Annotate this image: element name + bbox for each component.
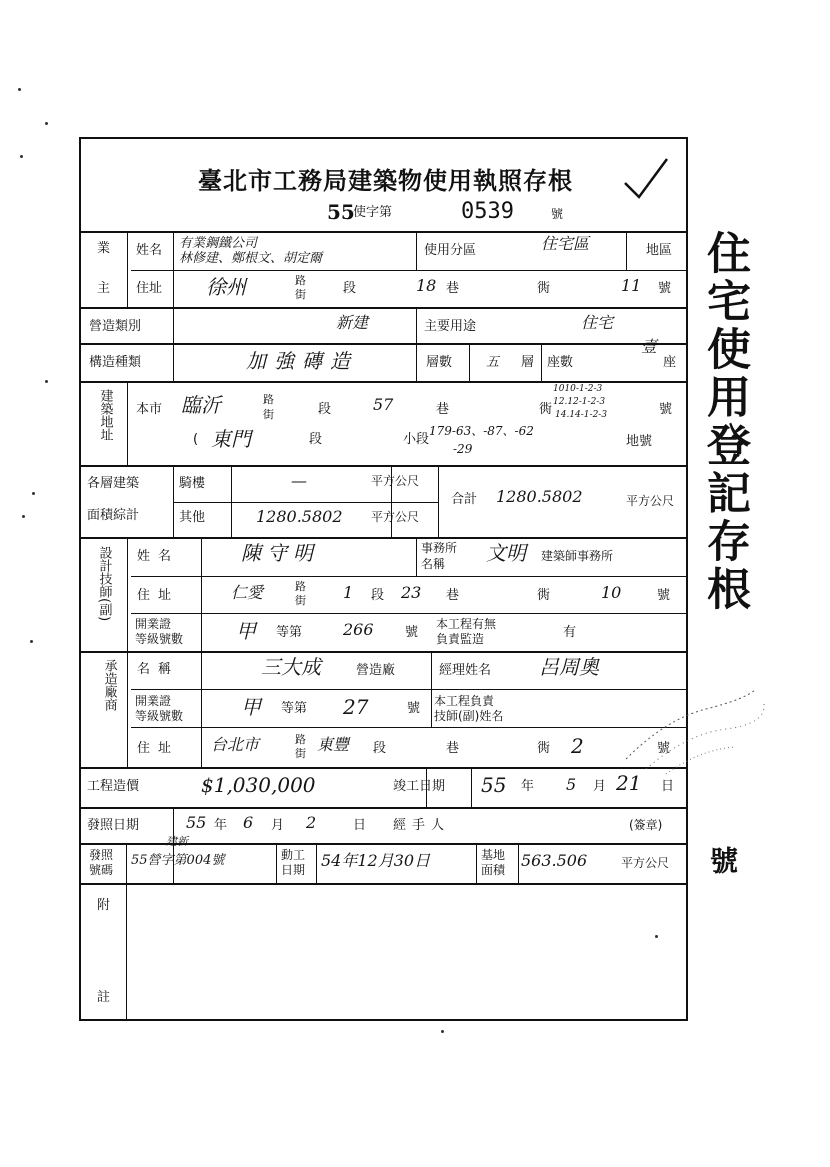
scan-speck <box>441 1030 444 1033</box>
total-area-value: 1280.5802 <box>496 487 583 506</box>
contractor-address-city: 台北市 <box>211 735 260 754</box>
other-area-value: 1280.5802 <box>256 507 343 526</box>
tech-label-line1: 本工程負責 <box>434 694 495 708</box>
architect-license-grade: 甲 <box>236 619 256 643</box>
scan-speck <box>18 88 21 91</box>
grid-line <box>173 502 438 503</box>
architect-lane-value: 23 <box>401 583 422 602</box>
lot-label: 地區 <box>646 243 673 258</box>
grid-line <box>81 537 686 539</box>
total-area-label: 合計 <box>451 492 478 507</box>
permit-note-above: 建新 <box>166 835 188 848</box>
contractor-label-char: 造 <box>101 672 117 685</box>
owner-section-label: 業 <box>97 241 111 256</box>
grid-line <box>476 843 477 883</box>
grid-line <box>518 843 519 883</box>
site-city-label: 本市 <box>136 402 163 417</box>
complete-year-label: 年 <box>521 779 535 794</box>
architect-label-char: 計 <box>96 559 112 572</box>
architect-section-value: 1 <box>343 583 354 602</box>
remarks-label-bottom: 註 <box>97 990 111 1005</box>
owner-section-word: 段 <box>343 281 357 296</box>
base-unit: 平方公尺 <box>621 856 670 870</box>
grid-line <box>416 309 417 381</box>
contractor-section-label: 段 <box>373 741 387 756</box>
grid-line <box>626 231 627 270</box>
grid-line <box>173 309 174 381</box>
permit-number: 0539 <box>461 199 514 224</box>
owner-name-label: 姓名 <box>136 243 163 258</box>
site-alley-label: 衖 <box>539 402 553 417</box>
grid-line <box>127 381 128 465</box>
area-label-line1: 各層建築 <box>87 476 140 491</box>
office-label-line1: 事務所 <box>421 541 458 555</box>
office-value: 文明 <box>486 541 526 565</box>
owner-number-label: 號 <box>658 281 672 296</box>
grid-line <box>231 465 232 537</box>
issue-year: 55 <box>186 813 207 832</box>
owner-lane-value: 18 <box>416 276 437 295</box>
grid-line <box>81 807 686 809</box>
area-label-line2: 面積綜計 <box>87 508 140 523</box>
manager-value: 呂周奧 <box>539 655 599 679</box>
contractor-license-no: 27 <box>343 695 369 719</box>
permit-prefix: 使字第 <box>353 205 393 220</box>
site-road-label: 路 <box>263 393 274 406</box>
sign-label: (簽章) <box>629 818 663 832</box>
site-label-char: 地 <box>97 415 113 428</box>
architect-number-value: 10 <box>601 583 622 602</box>
grid-line <box>316 843 317 883</box>
other-unit: 平方公尺 <box>371 510 420 524</box>
site-parcel-label: 地號 <box>626 434 653 449</box>
office-suffix: 建築師事務所 <box>541 549 614 563</box>
contractor-road-label: 路 <box>295 733 306 746</box>
owner-name-line2: 林修建、鄭根文、胡定爾 <box>179 251 323 266</box>
base-label-line2: 面積 <box>481 863 506 877</box>
permit-value: 55營字第004號 <box>131 853 225 868</box>
owner-lane-label: 巷 <box>446 281 460 296</box>
scan-speck <box>32 492 35 495</box>
architect-license-mid: 等第 <box>276 625 303 640</box>
architect-street-label: 街 <box>295 594 306 607</box>
owner-number-value: 11 <box>621 276 642 295</box>
site-number-label: 號 <box>659 402 673 417</box>
side-overlay-hao: 號 <box>706 846 739 874</box>
contractor-license-label-line1: 開業證 <box>135 694 172 708</box>
architect-label <box>94 546 114 621</box>
complete-day-label: 日 <box>661 779 675 794</box>
units-label: 座數 <box>547 355 574 370</box>
floors-unit: 層 <box>521 355 535 370</box>
grid-line <box>81 381 686 383</box>
site-district-value: 東門 <box>211 427 251 451</box>
supervise-value: 有 <box>563 625 577 640</box>
construction-type-label: 營造類別 <box>89 319 142 334</box>
grid-line <box>81 651 686 653</box>
permit-year: 55 <box>327 200 355 224</box>
start-label-line2: 日期 <box>281 863 306 877</box>
contractor-label-char: 承 <box>101 659 117 672</box>
start-label-line1: 動工 <box>281 848 306 862</box>
contractor-street-label: 街 <box>295 747 306 760</box>
site-parcel-value: 179-63、-87、-62 <box>429 424 534 438</box>
grid-line <box>416 231 417 270</box>
scan-speck <box>22 515 25 518</box>
complete-label: 竣工日期 <box>393 779 446 794</box>
cost-value: $1,030,000 <box>201 773 316 797</box>
grid-line <box>131 576 686 577</box>
contractor-number-value: 2 <box>571 734 584 758</box>
architect-license-suffix: 號 <box>405 625 419 640</box>
owner-section-label2: 主 <box>97 281 111 296</box>
other-label: 其他 <box>179 510 206 525</box>
site-label-char: 建 <box>97 389 113 402</box>
site-house-no: 14.14-1-2-3 <box>555 410 608 420</box>
grid-line <box>81 343 686 345</box>
architect-number-label: 號 <box>657 588 671 603</box>
grid-line <box>131 689 686 690</box>
architect-name-value: 陳守明 <box>241 541 319 565</box>
zone-value: 住宅區 <box>541 234 590 253</box>
floors-label: 層數 <box>426 355 453 370</box>
floors-value: 五 <box>486 355 500 370</box>
grid-line <box>173 465 174 537</box>
permit-form <box>79 137 688 1021</box>
site-house-no: 1010-1-2-3 <box>553 384 603 394</box>
site-district-section-label: 段 <box>309 432 323 447</box>
grid-line <box>131 727 686 728</box>
grid-line <box>131 270 686 271</box>
complete-month: 5 <box>566 775 577 794</box>
site-section-label: 段 <box>318 402 332 417</box>
permit-suffix: 號 <box>551 207 564 221</box>
contractor-license-label-line2: 等級號數 <box>135 709 184 723</box>
contractor-number-label: 號 <box>657 741 671 756</box>
grid-line <box>81 767 686 769</box>
architect-name-label: 姓名 <box>137 549 180 564</box>
scan-speck <box>45 122 48 125</box>
grid-line <box>131 613 686 614</box>
supervise-label-line1: 本工程有無 <box>436 617 497 631</box>
architect-road-label: 路 <box>295 580 306 593</box>
contractor-alley-label: 衖 <box>537 741 551 756</box>
contractor-name-label: 名稱 <box>137 662 180 677</box>
grid-line <box>81 465 686 467</box>
issue-label: 發照日期 <box>87 818 140 833</box>
grid-line <box>416 537 417 577</box>
grid-line <box>469 343 470 381</box>
scan-speck <box>20 155 23 158</box>
grid-line <box>126 843 127 883</box>
scan-speck <box>30 640 33 643</box>
site-subsection-label: 小段 <box>403 432 430 447</box>
owner-address-city: 徐州 <box>206 275 246 299</box>
architect-alley-label: 衖 <box>537 588 551 603</box>
stamp-smudge <box>606 679 766 779</box>
permit-label-line2: 號碼 <box>89 863 114 877</box>
contractor-license-suffix: 號 <box>407 701 421 716</box>
site-paren: ( <box>193 432 199 447</box>
complete-year: 55 <box>481 773 507 797</box>
contractor-license-grade: 甲 <box>241 695 261 719</box>
architect-label-char: 設 <box>96 546 112 559</box>
handler-label: 經手人 <box>393 818 451 833</box>
architect-lane-label: 巷 <box>446 588 460 603</box>
architect-label-char: 師 <box>96 585 112 598</box>
grid-line <box>431 689 432 727</box>
remarks-label-top: 附 <box>97 898 111 913</box>
office-label-line2: 名稱 <box>421 557 446 571</box>
permit-label-line1: 發照 <box>89 848 114 862</box>
grid-line <box>438 465 439 537</box>
grid-line <box>81 883 686 885</box>
owner-address-label: 住址 <box>136 281 163 296</box>
contractor-address-label: 住址 <box>137 741 180 756</box>
site-lane-label: 巷 <box>436 402 450 417</box>
grid-line <box>81 231 686 233</box>
construction-type-value: 新建 <box>336 313 369 332</box>
supervise-label-line2: 負責監造 <box>436 632 485 646</box>
contractor-label-char: 廠 <box>101 685 117 698</box>
contractor-label <box>94 659 123 711</box>
cost-label: 工程造價 <box>87 779 140 794</box>
contractor-name-suffix: 營造廠 <box>356 663 396 678</box>
structure-value: 加強磚造 <box>246 349 358 373</box>
contractor-road-value: 東豐 <box>317 735 350 754</box>
contractor-license-mid: 等第 <box>281 701 308 716</box>
architect-label-char: 技 <box>96 572 112 585</box>
grid-line <box>201 537 202 767</box>
side-overlay-text: 住宅使用登記存根 <box>699 230 750 614</box>
grid-line <box>541 343 542 381</box>
site-house-no: 12.12-1-2-3 <box>553 397 606 407</box>
site-road-value: 臨沂 <box>181 393 221 417</box>
site-label <box>95 389 115 441</box>
form-title: 臺北市工務局建築物使用執照存根 <box>198 166 573 195</box>
architect-address-label: 住址 <box>137 588 180 603</box>
check-mark-icon <box>621 153 671 203</box>
zone-label: 使用分區 <box>424 243 477 258</box>
architect-section-label: 段 <box>371 588 385 603</box>
owner-street-label: 街 <box>295 288 306 301</box>
complete-month-label: 月 <box>593 779 607 794</box>
issue-year-label: 年 <box>214 818 228 833</box>
architect-license-label-line1: 開業證 <box>135 617 172 631</box>
tech-label-line2: 技師(副)姓名 <box>434 709 504 723</box>
owner-alley-label: 衖 <box>537 281 551 296</box>
grid-line <box>173 231 174 309</box>
grid-line <box>127 231 128 309</box>
structure-label: 構造種類 <box>89 355 142 370</box>
issue-day: 2 <box>306 813 317 832</box>
site-street-label: 街 <box>263 408 274 421</box>
grid-line <box>81 307 686 309</box>
base-label-line1: 基地 <box>481 848 506 862</box>
main-use-label: 主要用途 <box>424 319 477 334</box>
units-value: 壹 <box>641 337 658 356</box>
main-use-value: 住宅 <box>581 313 614 332</box>
architect-address-value: 仁愛 <box>231 583 264 602</box>
complete-day: 21 <box>616 771 642 795</box>
site-label-char: 築 <box>97 402 113 415</box>
site-label-char: 址 <box>97 428 113 441</box>
start-value: 54年12月30日 <box>321 851 431 870</box>
site-lane-value: 57 <box>373 395 394 414</box>
owner-name-line1: 有業鋼鐵公司 <box>179 236 258 251</box>
grid-line <box>126 883 127 1019</box>
issue-month: 6 <box>243 813 254 832</box>
architect-license-label-line2: 等級號數 <box>135 632 184 646</box>
grid-line <box>276 843 277 883</box>
units-unit: 座 <box>663 355 677 370</box>
architect-label-char: (副) <box>96 598 112 622</box>
scan-speck <box>45 380 48 383</box>
site-parcel-value2: -29 <box>453 442 473 456</box>
base-value: 563.506 <box>521 851 588 870</box>
issue-day-label: 日 <box>353 818 367 833</box>
contractor-label-char: 商 <box>101 698 117 711</box>
architect-license-no: 266 <box>343 620 374 639</box>
total-area-unit: 平方公尺 <box>626 494 675 508</box>
grid-line <box>127 537 128 767</box>
issue-month-label: 月 <box>271 818 285 833</box>
manager-label: 經理姓名 <box>439 663 492 678</box>
arcade-label: 騎樓 <box>179 476 206 491</box>
owner-road-label: 路 <box>295 274 306 287</box>
contractor-name-value: 三大成 <box>261 655 321 679</box>
contractor-lane-label: 巷 <box>446 741 460 756</box>
arcade-unit: 平方公尺 <box>371 474 420 488</box>
grid-line <box>471 767 472 807</box>
arcade-value: — <box>291 471 307 490</box>
